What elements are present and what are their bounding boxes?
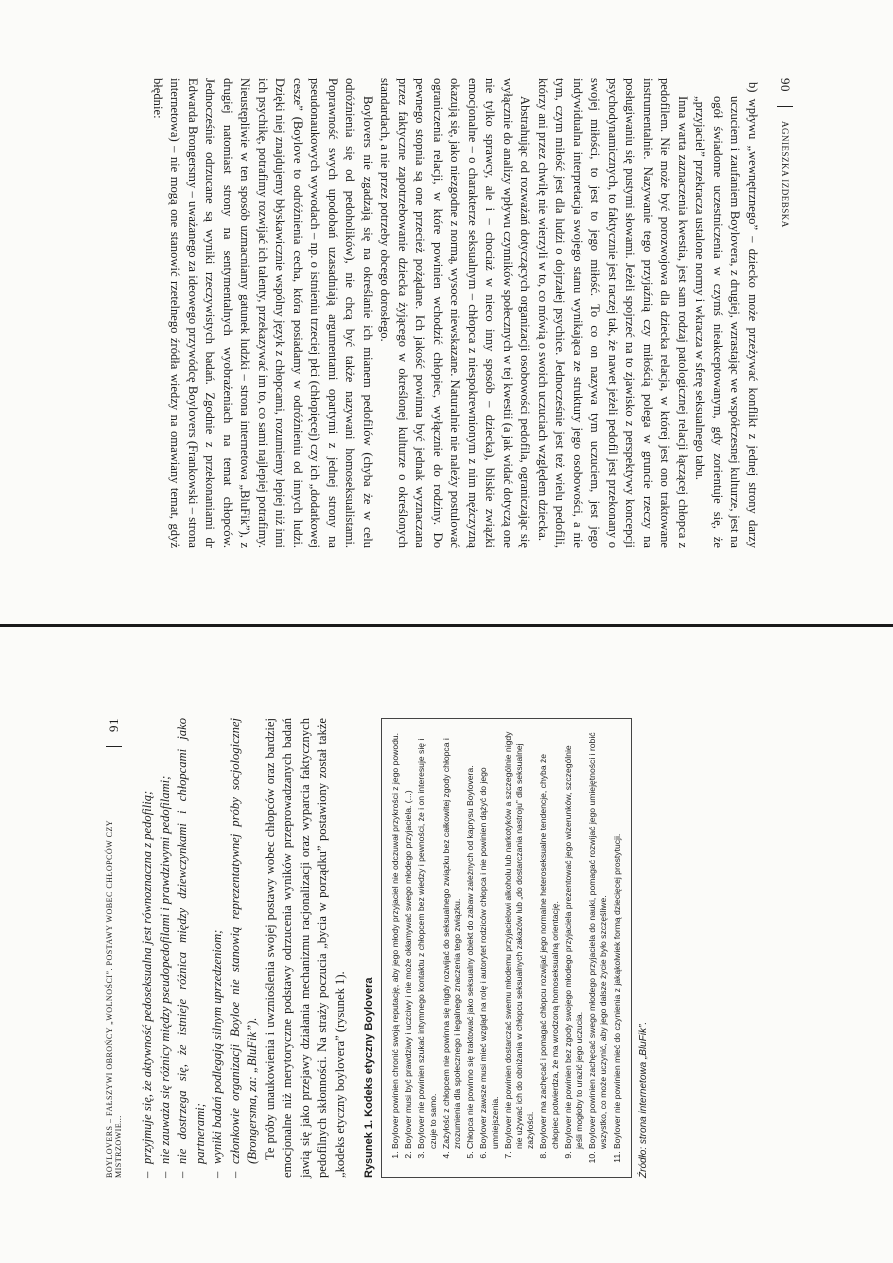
list-item: – wyniki badań podlegają silnym uprzedzeniom; — [209, 718, 227, 1178]
chapter-title: BOYLOVERS – FAŁSZYWI OBROŃCY „WOLNOŚCI”. POSTAWY WOBEC CHŁOPCÓW CZY MISTRZOWIE... — [105, 820, 123, 1178]
code-item: 10. Boylover powinien zachęcać swego młodego przyjaciela do nauki, pomagać rozwijać jego umiejętności i robić wszystko, co może uczynić, aby jego dalsze życie było szczęśliwe. — [587, 729, 609, 1149]
page-91 — [0, 630, 893, 1263]
code-item: 9. Boylover nie powinien bez zgody swojego młodego przyjaciela prezentować jego wizerunków, szczególnie jeśli mogłoby to urazić jego uczucia. — [563, 729, 585, 1149]
list-item: – przyjmuje się, że aktywność pedoseksualna jest równoznaczna z pedofilią; — [139, 718, 157, 1178]
code-item: 1. Boylover powinien chronić swoją reputację, aby jego młody przyjaciel nie odczuwał przykrości z jego powodu. — [390, 729, 401, 1149]
paragraph-1: Inna warta zaznaczenia kwestia, jest sam rodzaj patologicznej relacji łączącej chłopca z pedofilem. Nie może być porozwojowa dla dziecka relacja, w której jest ono traktowane instrumentalnie. Nazywanie tego przyjaźnią czy miłością polega w gruncie rzeczy na posługiwaniu się pustymi słowami. Jeżeli spojrzeć na to zjawisko z perspektywy koncepcji psychodynamicznych, to faktycznie jest raczej tak, że nawet jeżeli pedofil jest przekonany o swojej miłości, to jest to jego miłość. To co on nazywa tym uczuciem, jest jego indywidualna interpretacja swojego stanu wynikająca ze struktury jego osobowości, a nie tym, czym miłość jest dla ludzi o dojrzałej psychice. Jednocześnie jest też wielu pedofili, którzy ani przez chwilę nie wierzyli w to, co mówią o swoich uczuciach względem dziecka. — [536, 78, 690, 548]
page-90-rotated — [0, 0, 893, 620]
list-item: – członkowie organizacji Boyloe nie stanowią reprezentatywnej próby socjologicznej (Brongersma, za: „BluFik”). — [227, 718, 262, 1178]
criticism-list — [139, 718, 262, 1178]
page-91-content — [105, 718, 649, 1178]
page-number: 90 — [778, 78, 793, 92]
code-item: 3. Boylover nie powinien szukać intymnego kontaktu z chłopcem bez wiedzy i pewności, że i on interesuje się i czuje to samo. — [416, 729, 438, 1149]
code-item: 8. Boylover ma zachęcać i pomagać chłopcu rozwijać jego normalne heteroseksualne tendencje, chyba że chłopiec potwierdza, że ma wrodzoną homoseksualną orientację. — [538, 729, 560, 1149]
code-item: 6. Boylover zawsze musi mieć wzgląd na rolę i autorytet rodziców chłopca i nie powinien dążyć do jego umniejszenia. — [478, 729, 500, 1149]
code-item: 11. Boylover nie powinien mieć do czynienia z jakąkolwiek formą dziecięcej prostytucji. — [612, 729, 623, 1149]
paragraph-3: Boylovers nie zgadzają się na określanie ich mianem pedofilów (chyba że w celu odróżnienia się od pedoholików), nie chcą być także nazywani homoseksualistami. Poprawność swych upodobań uzasadniają argumentami opartymi z jednej strony na pseudonaukowych wywodach – np. o istnieniu trzeciej płci (chłopięcej) czy ich „dodatkowej cesze” (Boylove to odróżnienia cecha, która posiadamy w odróżnieniu od innych ludzi. Dzięki niej znajdujemy błyskawicznie wspólny język z chłopcami, rozumiemy lepiej niż inni ich psychikę, potrafimy rozwijać ich talenty, przekazywać im to, co sami najlepiej potrafimy. Nieustępliwie w ten sposób uzmacniamy gatunek ludzki – strona internetowa „BluFik”), z drugiej natomiast strony na sentymentalnych wyobrażeniach na temat chłopców. Jednocześnie odrzucane są wyniki rzeczywistych badań. Zgodnie z przekonaniami dr Edwarda Brongersmy – uważanego za ideowego przywódcę Boylovers (Frankowski – strona internetowa) – nie mogą one stanowić rzetelnego źródła wiedzy na omawiany temat, gdyż błędnie: — [151, 78, 375, 548]
paragraph-2: Abstrahując od rozważań dotyczących organizacji osobowości pedofila, ograniczając się wyłącznie do analizy wpływu czynników społecznych w tej kwestii (a jak widać dotyczą one nie tylko sprawcy, ale i – chociaż w nieco inny sposób – dziecka), bliskie związki emocjonalne – o charakterze seksualnym – chłopca z niespokrewnionym z nim mężczyzną okazują się, jako niezgodne z normą, wysoce niewskazane. Naturalnie nie należy postulować ograniczenia relacji, w które powinien wchodzić chłopiec, wyłącznie do rodziny. Do pewnego stopnia są one przecież pożądane. Ich jakość powinna być jednak wyznaczana przez faktyczne zapotrzebowanie dziecka żyjącego w określonej kulturze o określonych standardach, a nie przez potrzeby obcego dorosłego. — [378, 78, 533, 548]
author-name: AGNIESZKA IZDEBSKA — [780, 121, 790, 228]
code-item: 7. Boylover nie powinien dostarczać swemu młodemu przyjacielowi alkoholu lub narkotyków a szczególnie nigdy nie używać ich do obniżania w chłopcu seksualnych zakazów lub „do dostarczania nastroju” dla seksualnej zażyłości. — [503, 729, 537, 1149]
running-head-right — [105, 718, 123, 1178]
code-box — [381, 718, 632, 1178]
book-gutter — [0, 624, 893, 627]
list-item: – nie zauważa się różnicy między pseudopedofilami i prawdziwymi pedofilami; — [157, 718, 175, 1178]
figure-title: Rysunek 1. Kodeks etyczny Boylovera — [363, 977, 375, 1178]
divider — [106, 746, 122, 747]
code-item: 5. Chłopca nie powinno się traktować jako seksualny obiekt do zabaw zależnych od kaprysu Boylovera. — [465, 729, 476, 1149]
code-item: 2. Boylover musi być prawdziwy i uczciwy i nie może okłamywać swego młodego przyjaciela. (...) — [403, 729, 414, 1149]
page-90 — [0, 0, 893, 620]
paragraph: Te próby unaukowienia i uwznioślenia swojej postawy wobec chłopców oraz bardziej emocjonalne niż merytoryczne podstawy odrzucenia wyników przeprowadzanych badań jawią się jako przejawy działania mechanizmu racjonalizacji oraz wyparcia faktycznych pedofilnych skłonności. Na straży poczucia „bycia w porządku” postawiony został także „kodeks etyczny boylovera” (rysunek 1). — [262, 718, 347, 1178]
list-item: – nie dostrzega się, że istnieje różnica między dziewczynkami i chłopcami jako partnerami; — [174, 718, 209, 1178]
page-number: 91 — [106, 718, 121, 732]
code-item: 4. Zażyłość z chłopcem nie powinna się nigdy rozwijać do seksualnego związku bez całkowitej zgody chłopca i zrozumienia dla społecznego i legalnego znaczenia tego związku. — [441, 729, 463, 1149]
code-list — [390, 729, 623, 1167]
running-head-left — [777, 78, 793, 548]
page-91-rotated — [0, 630, 893, 1263]
page-90-content — [149, 78, 794, 548]
divider — [777, 106, 793, 107]
figure-source: Źródło: strona internetowa „BluFik”. — [637, 1021, 649, 1178]
item-b: b) wpływu „wewnętrznego” – dziecko może przeżywać konflikt z jednej strony darzy uczuciem i zaufaniem Boylovera, z drugiej, wzrastając we współczesnej kulturze, jest na ogół świadome uczestniczenia w czymś nieakceptowanym, gdy zorientuje się, że „przyjaciel” przekracza ustalone normy i wkracza w sferę seksualnego tabu. — [693, 82, 760, 548]
